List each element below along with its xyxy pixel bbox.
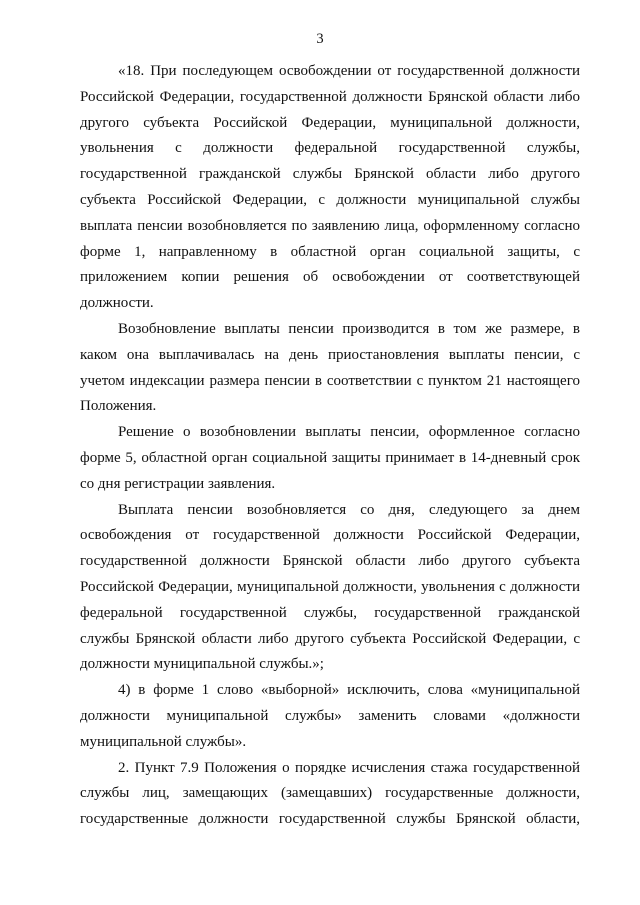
text-line: 4) в форме 1 слово «выборной» исключить, слова «муниципальной — [118, 682, 580, 699]
text-line: должности. — [80, 295, 154, 312]
paragraph-resumption-amount — [80, 317, 580, 420]
text-line: должности муниципальной службы.»; — [80, 656, 324, 673]
text-line: федеральной государственной службы, государственной гражданской — [80, 604, 580, 621]
page-number: 3 — [316, 31, 324, 47]
text-line: службы Брянской области либо другого субъекта Российской Федерации, с — [80, 630, 580, 647]
text-line: другого субъекта Российской Федерации, муниципальной должности, — [80, 114, 580, 131]
text-line: Возобновление выплаты пенсии производится в том же размере, в — [118, 320, 580, 337]
paragraph-resumption-date — [80, 498, 580, 679]
text-line: увольнения с должности федеральной государственной службы, — [80, 140, 580, 157]
text-line: Российской Федерации, государственной должности Брянской области либо — [80, 88, 580, 105]
document-body — [80, 59, 580, 833]
paragraph-point-18 — [80, 59, 580, 317]
text-line: Решение о возобновлении выплаты пенсии, оформленное согласно — [118, 424, 580, 441]
text-line: каком она выплачивалась на день приостановления выплаты пенсии, с — [80, 346, 580, 363]
text-line: муниципальной службы». — [80, 733, 247, 750]
text-line: учетом индексации размера пенсии в соответствии с пунктом 21 настоящего — [80, 372, 580, 389]
text-line: службы лиц, замещающих (замещавших) государственные должности, — [80, 785, 580, 802]
text-line: должности муниципальной службы» заменить словами «должности — [80, 707, 580, 724]
text-line: Российской Федерации, муниципальной должности, увольнения с должности — [80, 578, 580, 595]
text-line: государственной гражданской службы Брянской области либо другого — [80, 166, 580, 183]
text-line: приложением копии решения об освобождении от соответствующей — [80, 269, 580, 286]
text-line: Положения. — [80, 398, 157, 415]
text-line: 2. Пункт 7.9 Положения о порядке исчисления стажа государственной — [118, 759, 580, 776]
paragraph-point-2 — [80, 756, 580, 833]
text-line: государственной должности Брянской области либо другого субъекта — [80, 553, 580, 570]
paragraph-decision — [80, 420, 580, 497]
text-line: государственные должности государственной службы Брянской области, — [80, 811, 580, 828]
text-line: «18. При последующем освобождении от государственной должности — [118, 63, 580, 79]
text-line: форме 5, областной орган социальной защиты принимает в 14-дневный срок — [80, 449, 580, 466]
text-line: субъекта Российской Федерации, с должности муниципальной службы — [80, 191, 580, 208]
text-line: освобождения от государственной должности Российской Федерации, — [80, 527, 580, 544]
text-line: форме 1, направленному в областной орган социальной защиты, с — [80, 243, 580, 260]
text-line: выплата пенсии возобновляется по заявлению лица, оформленному согласно — [80, 217, 580, 234]
text-line: Выплата пенсии возобновляется со дня, следующего за днем — [118, 501, 580, 518]
paragraph-item-4 — [80, 678, 580, 755]
text-line: со дня регистрации заявления. — [80, 475, 276, 492]
